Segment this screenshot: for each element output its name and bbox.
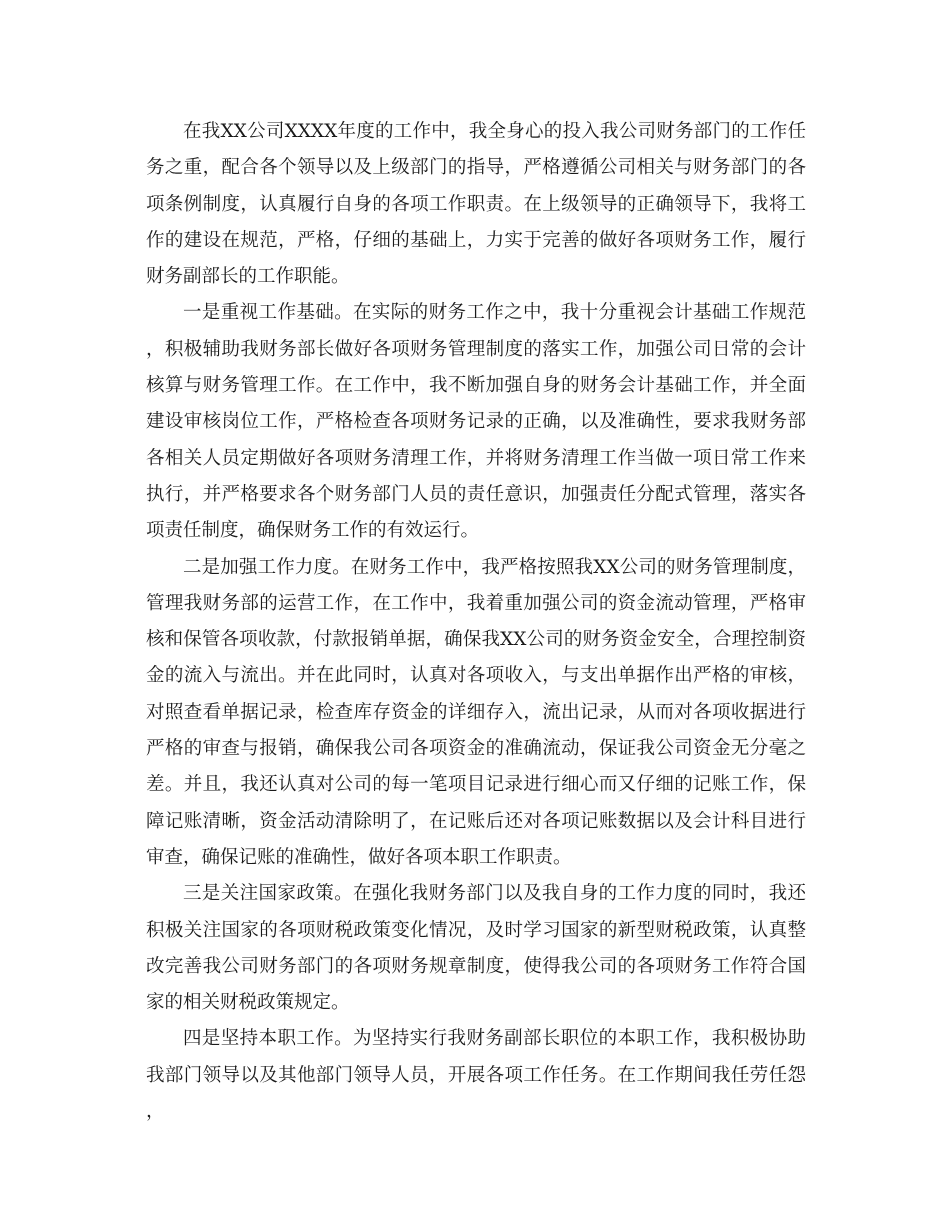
- paragraph-national-policy: 三是关注国家政策。在强化我财务部门以及我自身的工作力度的同时，我还积极关注国家的各项财税政策变化情况，及时学习国家的新型财税政策，认真整改完善我公司财务部门的各项财务规章制度，使得我公司的各项财务工作符合国家的相关财税政策规定。: [146, 883, 806, 1014]
- paragraph-work-foundation: 一是重视工作基础。在实际的财务工作之中，我十分重视会计基础工作规范，积极辅助我财务部长做好各项财务管理制度的落实工作，加强公司日常的会计核算与财务管理工作。在工作中，我不断加强自身的财务会计基础工作，并全面建设审核岗位工作，严格检查各项财务记录的正确，以及准确性，要求我财务部各相关人员定期做好各项财务清理工作，并将财务清理工作当做一项日常工作来执行，并严格要求各个财务部门人员的责任意识，加强责任分配式管理，落实各项责任制度，确保财务工作的有效运行。: [146, 302, 806, 542]
- paragraph-work-intensity: 二是加强工作力度。在财务工作中，我严格按照我XX公司的财务管理制度，管理我财务部的运营工作，在工作中，我着重加强公司的资金流动管理，严格审核和保管各项收款，付款报销单据，确保我XX公司的财务资金安全，合理控制资金的流入与流出。并在此同时，认真对各项收入，与支出单据作出严格的审核，对照查看单据记录，检查库存资金的详细存入，流出记录，从而对各项收据进行严格的审查与报销，确保我公司各项资金的准确流动，保证我公司资金无分毫之差。并且，我还认真对公司的每一笔项目记录进行细心而又仔细的记账工作，保障记账清晰，资金活动清除明了，在记账后还对各项记账数据以及会计科目进行审查，确保记账的准确性，做好各项本职工作职责。: [146, 556, 806, 868]
- paragraph-core-duties: 四是坚持本职工作。为坚持实行我财务副部长职位的本职工作，我积极协助我部门领导以及其他部门领导人员，开展各项工作任务。在工作期间我任劳任怨，: [146, 1028, 806, 1123]
- paragraph-intro: 在我XX公司XXXX年度的工作中，我全身心的投入我公司财务部门的工作任务之重，配合各个领导以及上级部门的指导，严格遵循公司相关与财务部门的各项条例制度，认真履行自身的各项工作职责。在上级领导的正确领导下，我将工作的建设在规范，严格，仔细的基础上，力实于完善的做好各项财务工作，履行财务副部长的工作职能。: [146, 121, 806, 288]
- document-body: [146, 114, 806, 1130]
